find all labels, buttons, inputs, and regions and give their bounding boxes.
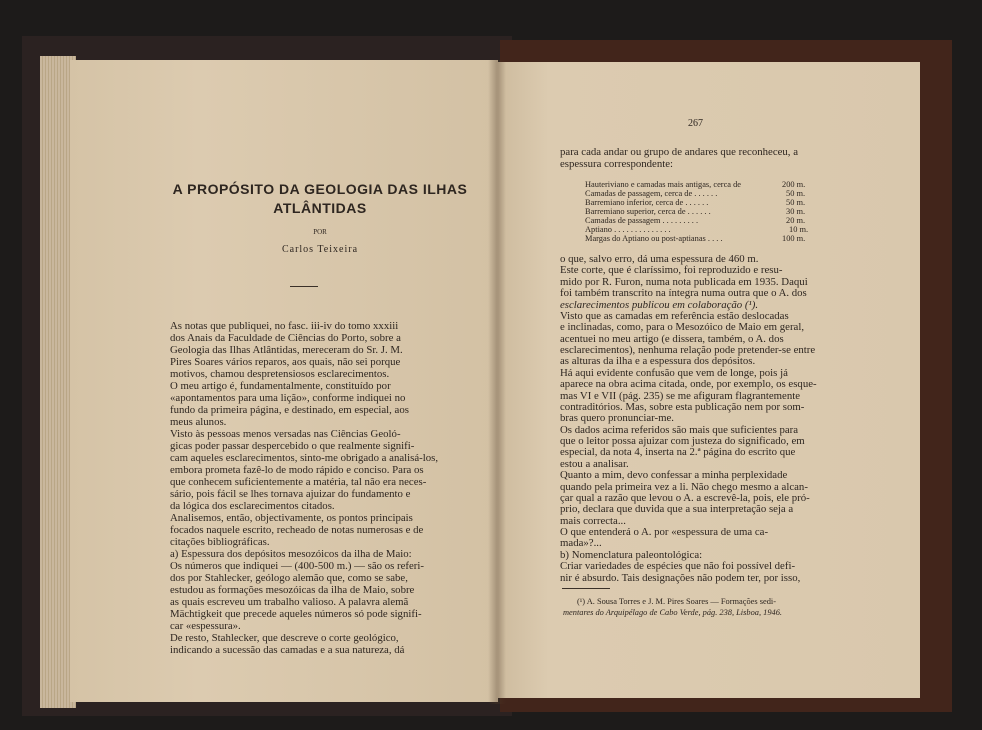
table-row-label: Aptiano . . . . . . . . . . . . . . <box>585 225 671 234</box>
right-text-line: mido por R. Furon, numa nota publicada em 1935. Daqui <box>560 275 808 288</box>
left-text-line: gicas poder passar despercebido o que realmente signifi- <box>170 440 415 452</box>
right-text-line: Os dados acima referidos são mais que suficientes para <box>560 423 799 436</box>
right-text-line: aparece na obra acima citada, onde, por exemplo, os esque- <box>560 378 817 391</box>
right-text-line: bras quero pronunciar-me. <box>560 412 675 425</box>
table-row-value: 20 m. <box>786 216 806 225</box>
right-text-line: foi também transcrito na íntegra numa outra que o A. dos <box>560 287 807 300</box>
left-text-line: motivos, chamou despretensiosos esclarecimentos. <box>170 368 390 380</box>
right-text-line: esclarecimentos publicou em colaboração (¹). <box>560 298 759 311</box>
author-name: Carlos Teixeira <box>281 244 359 255</box>
footnote-rule <box>562 588 610 589</box>
table-row-value: 30 m. <box>786 207 806 216</box>
left-text-line: as quais escreveu um trabalho valioso. A palavra alemã <box>170 596 409 608</box>
right-text-line: b) Nomenclatura paleontológica: <box>560 548 703 561</box>
left-text-line: focados naquele escrito, recheado de notas numerosas e de <box>170 524 424 536</box>
left-text-line: a) Espessura dos depósitos mesozóicos da ilha de Maio: <box>170 548 412 560</box>
right-text-line: mais correcta... <box>560 514 626 527</box>
left-text-line: embora prometa fazê-lo de modo rápido e conciso. Para os <box>170 464 424 476</box>
article-title-line-2: ATLÂNTIDAS <box>273 200 367 216</box>
right-text-line: O que entenderá o A. por «espessura de uma ca- <box>560 526 769 539</box>
table-row-label: Barremiano superior, cerca de . . . . . . <box>585 207 711 216</box>
left-text-line: Geologia das Ilhas Atlântidas, mereceram do Sr. J. M. <box>170 344 403 356</box>
left-text-line: sário, pois fácil se lhes tornava ajuizar do fundamento e <box>170 488 411 500</box>
table-row-value: 200 m. <box>782 180 806 189</box>
table-row-label: Camadas de passagem, cerca de . . . . . . <box>585 189 718 198</box>
right-text-line: que o leitor possa ajuizar com justeza do significado, em <box>560 435 805 448</box>
right-text-line: esclarecimentos), nenhuma relação pode pretender-se entre <box>560 344 816 357</box>
right-text-line: especial, da nota 4, inserta na 2.ª página do escrito que <box>560 446 796 459</box>
left-text-line: que conhecem suficientemente a matéria, tal não era neces- <box>170 476 427 488</box>
table-row-label: Hauteriviano e camadas mais antigas, cerca de <box>585 180 742 189</box>
footnote-line: (¹) A. Sousa Torres e J. M. Pires Soares — Formações sedi- <box>577 597 777 606</box>
left-text-line: De resto, Stahlecker, que descreve o corte geológico, <box>170 632 399 644</box>
right-text-line: para cada andar ou grupo de andares que reconheceu, a <box>560 146 799 158</box>
right-text-line: mas VI e VII (pág. 235) se me afiguram flagrantemente <box>560 389 801 402</box>
left-text-line: cam aqueles esclarecimentos, sinto-me obrigado a analisá-los, <box>170 452 439 464</box>
book-gutter <box>488 60 506 704</box>
right-text-line: contraditórios. Mas, sobre esta publicação nem por som- <box>560 400 805 413</box>
table-row-label: Margas do Aptiano ou post-aptianas . . . . <box>585 234 723 243</box>
right-text-line: Criar variedades de espécies que não foi possível defi- <box>560 560 796 573</box>
right-text-line: Quanto a mim, devo confessar a minha perplexidade <box>560 469 788 482</box>
left-text-line: Visto às pessoas menos versadas nas Ciências Geoló- <box>170 428 401 440</box>
right-text-line: çar qual a razão que levou o A. a escrevê-la, pois, ele pró- <box>560 491 810 504</box>
right-text-line: o que, salvo erro, dá uma espessura de 460 m. <box>560 253 759 265</box>
left-text-line: fundo da primeira página, e destinado, em especial, aos <box>170 404 409 416</box>
right-text-line: estou a analisar. <box>560 457 629 470</box>
left-text-line: indicando a sucessão das camadas e a sua natureza, dá <box>170 644 405 656</box>
left-text-line: meus alunos. <box>170 416 227 428</box>
left-text-line: «apontamentos para uma lição», conforme indiquei no <box>170 392 406 404</box>
left-text-line: Mächtigkeit que precede aqueles números só pode signifi- <box>170 608 422 620</box>
right-text-line: as alturas da ilha e a espessura dos depósitos. <box>560 355 756 368</box>
table-row-label: Camadas de passagem . . . . . . . . . <box>585 216 699 225</box>
right-text-line: Este corte, que é claríssimo, foi reproduzido e resu- <box>560 264 783 277</box>
left-text-line: car «espessura». <box>170 620 241 632</box>
right-text-line: acentuei no meu artigo (e dissera, também, o A. dos <box>560 332 784 345</box>
right-text-line: Há aqui evidente confusão que vem de longe, pois já <box>560 366 788 379</box>
left-text-line: da lógica dos esclarecimentos citados. <box>170 500 335 512</box>
left-text-line: citações bibliográficas. <box>170 536 270 548</box>
table-row-value: 100 m. <box>782 234 806 243</box>
table-row-value: 10 m. <box>789 225 809 234</box>
right-text-line: quando pela primeira vez a li. Não chego mesmo a alcan- <box>560 480 808 493</box>
right-text-line: prio, declara que duvida que a sua interpretação seja a <box>560 503 794 516</box>
page-number: 267 <box>688 118 703 129</box>
left-text-line: Analisemos, então, objectivamente, os pontos principais <box>170 512 413 524</box>
left-text-line: O meu artigo é, fundamentalmente, constituído por <box>170 380 391 392</box>
right-text-line: Visto que as camadas em referência estão deslocadas <box>560 309 789 322</box>
left-text-line: Os números que indiquei — (400-500 m.) — são os referi- <box>170 560 424 572</box>
left-text-line: Pires Soares vários reparos, aos quais, não sei porque <box>170 356 401 368</box>
article-title-line-1: A PROPÓSITO DA GEOLOGIA DAS ILHAS <box>172 181 468 197</box>
right-text-line: mada»?... <box>560 537 602 550</box>
right-text-line: e inclinadas, como, para o Mesozóico de Maio em geral, <box>560 321 805 334</box>
right-text-line: nir é absurdo. Tais designações não podem ter, por isso, <box>560 571 801 584</box>
left-text-line: dos por Stahlecker, geólogo alemão que, como se sabe, <box>170 572 408 584</box>
table-row-value: 50 m. <box>786 198 806 207</box>
left-text-line: estudou as formações mesozóicas da ilha de Maio, sobre <box>170 584 415 596</box>
table-row-label: Barremiano inferior, cerca de . . . . . . <box>585 198 709 207</box>
left-text-line: dos Anais da Faculdade de Ciências do Porto, sobre a <box>170 332 401 344</box>
right-text-line: espessura correspondente: <box>560 158 674 170</box>
footnote-line: mentares do Arquipélago de Cabo Verde, pág. 238, Lisboa, 1946. <box>563 608 782 617</box>
left-text-line: As notas que publiquei, no fasc. iii-iv do tomo xxxiii <box>170 320 399 332</box>
title-rule <box>290 286 318 287</box>
byline-por: POR <box>313 228 327 236</box>
table-row-value: 50 m. <box>786 189 806 198</box>
